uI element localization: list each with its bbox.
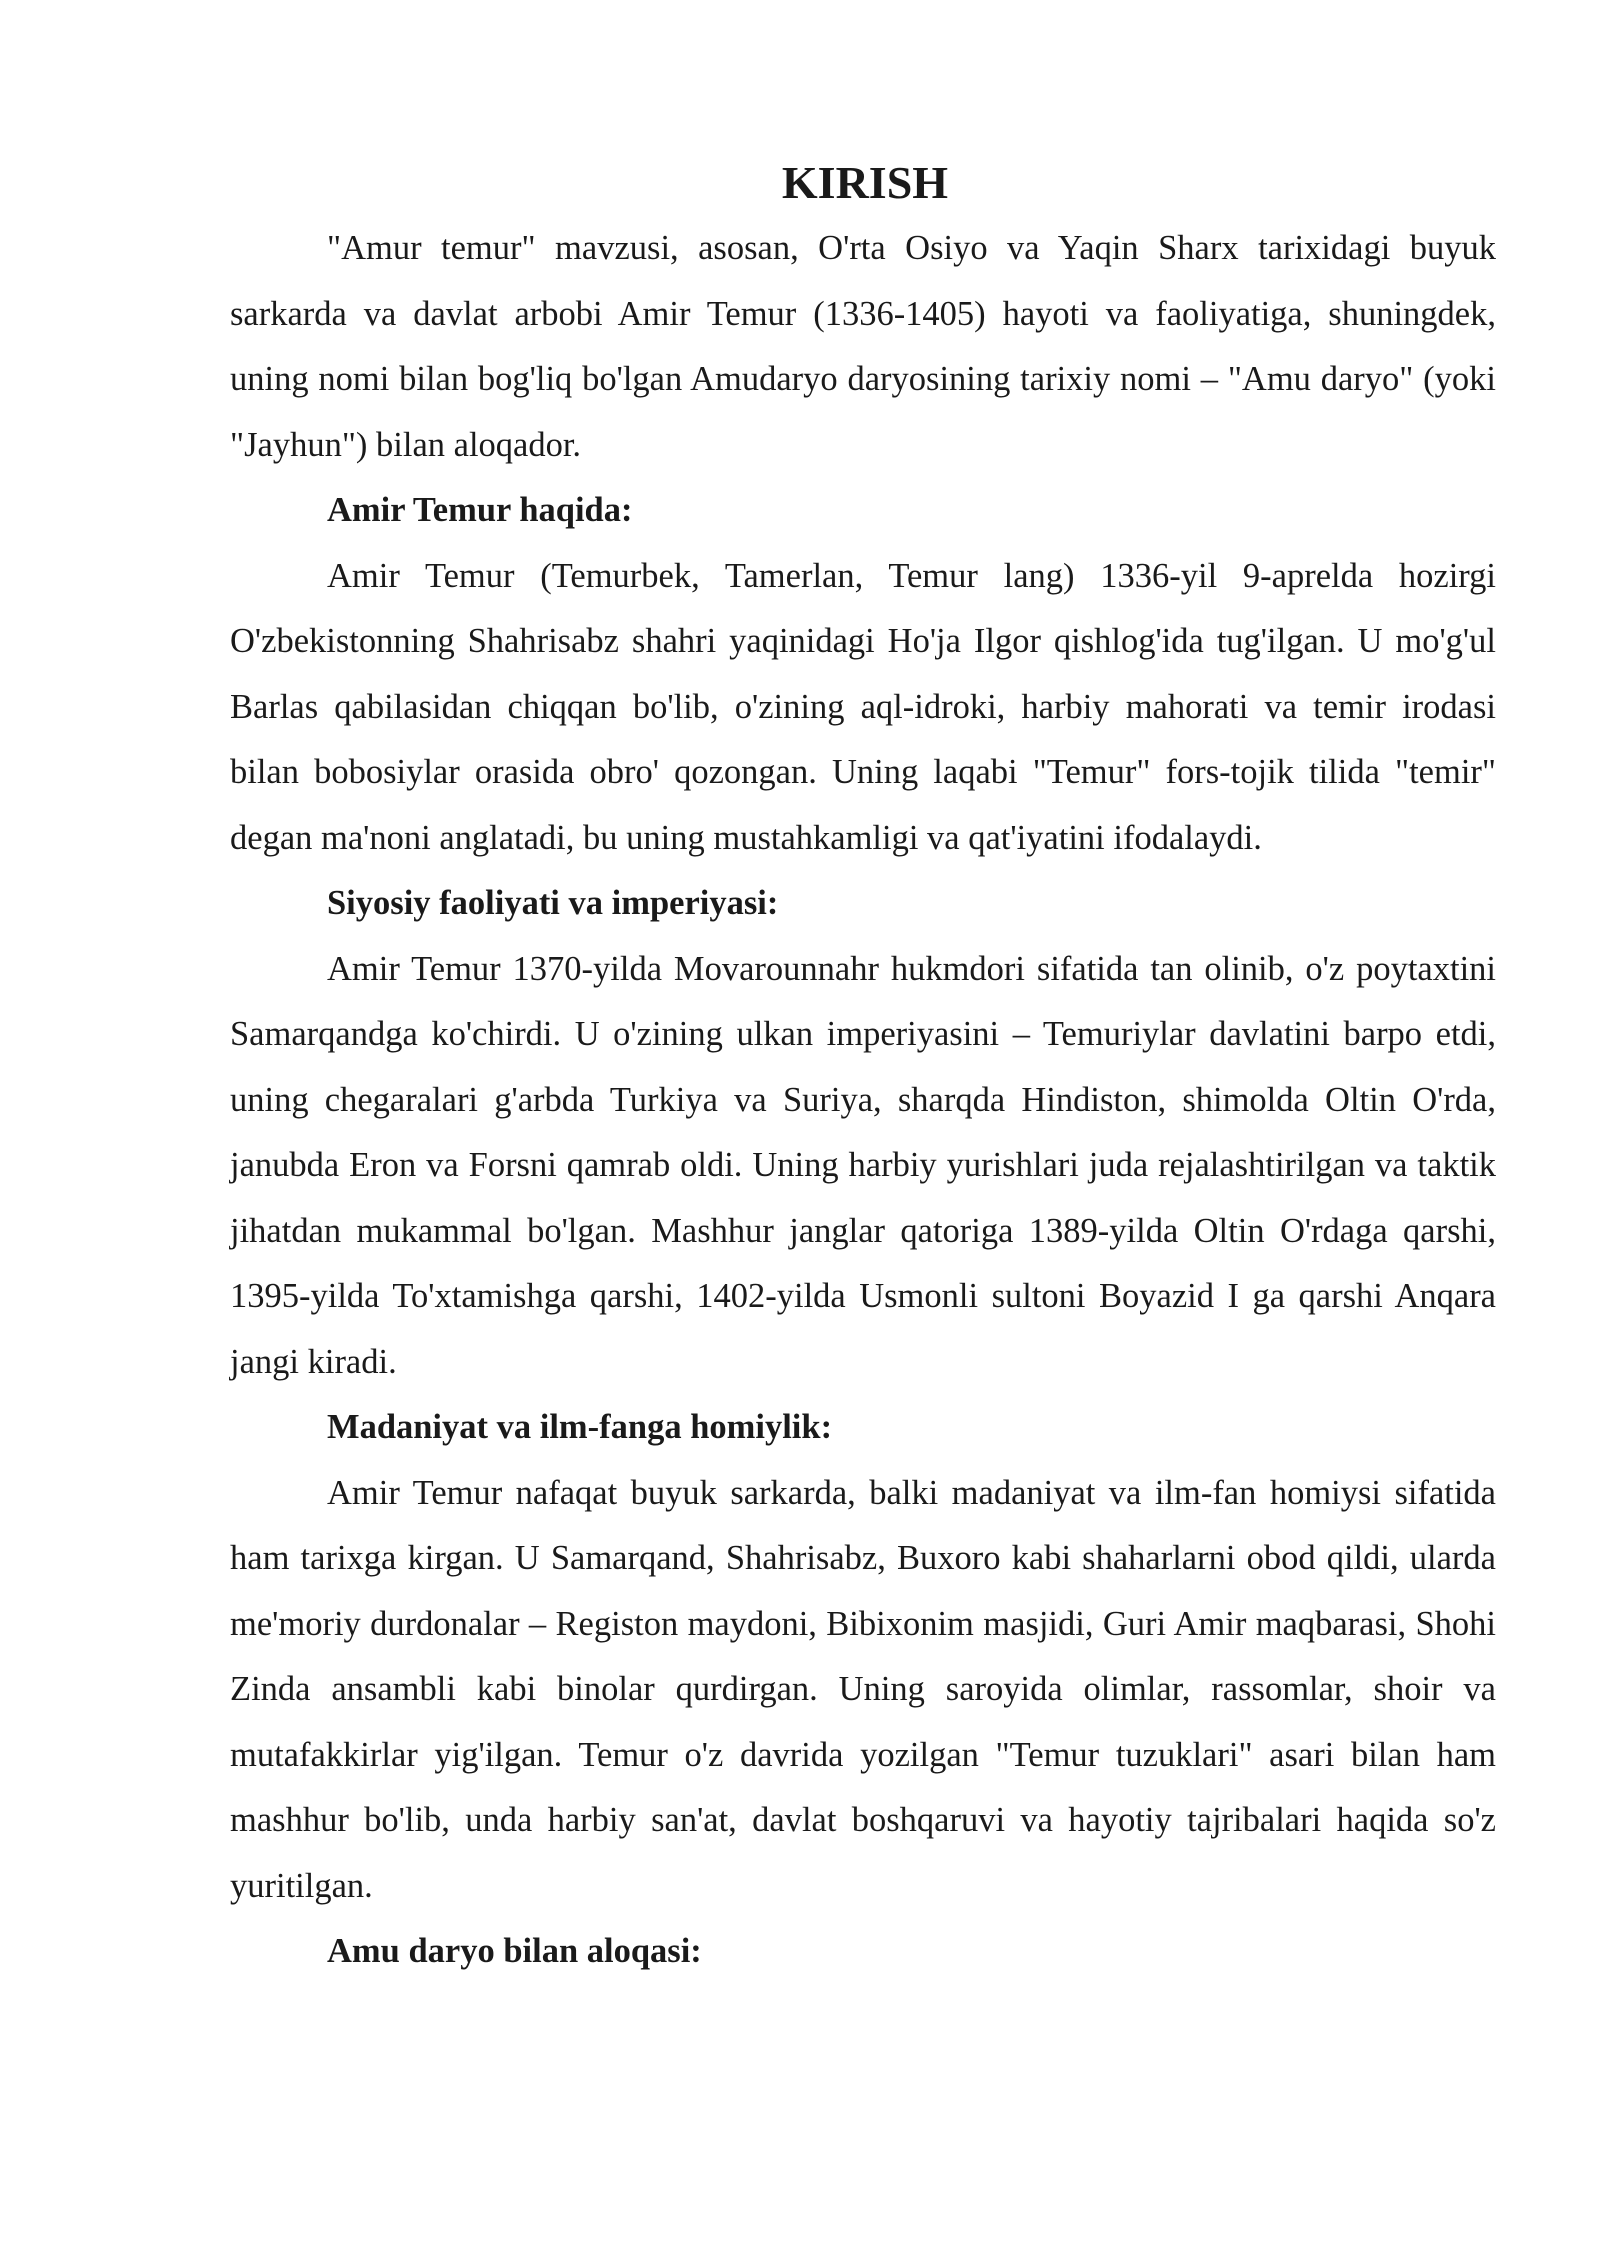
section-heading-river: Amu daryo bilan aloqasi: xyxy=(327,1932,702,1970)
intro-paragraph: "Amur temur" mavzusi, asosan, O'rta Osiyo va Yaqin Sharx tarixidagi buyuk sarkarda va davlat arbobi Amir Temur (1336-1405) hayoti va faoliyatiga, shuningdek, uning nomi bilan bog'liq bo'lgan Amudaryo daryosining tarixiy nomi – "Amu daryo" (yoki "Jayhun") bilan aloqador. xyxy=(230,229,1496,464)
about-paragraph: Amir Temur (Temurbek, Tamerlan, Temur lang) 1336-yil 9-aprelda hozirgi O'zbekistonning Shahrisabz shahri yaqinidagi Ho'ja Ilgor qishlog'ida tug'ilgan. U mo'g'ul Barlas qabilasidan chiqqan bo'lib, o'zining aql-idroki, harbiy mahorati va temir irodasi bilan bobosiylar orasida obro' qozongan. Uning laqabi "Temur" fors-tojik tilida "temir" degan ma'noni anglatadi, bu uning mustahkamligi va qat'iyatini ifodalaydi. xyxy=(230,556,1496,857)
document-page xyxy=(230,150,1496,1985)
section-heading-politics: Siyosiy faoliyati va imperiyasi: xyxy=(327,884,779,922)
page-title: KIRISH xyxy=(781,157,949,208)
culture-paragraph: Amir Temur nafaqat buyuk sarkarda, balki madaniyat va ilm-fan homiysi sifatida ham tarixga kirgan. U Samarqand, Shahrisabz, Buxoro kabi shaharlarni obod qildi, ularda me'moriy durdonalar – Registon maydoni, Bibixonim masjidi, Guri Amir maqbarasi, Shohi Zinda ansambli kabi binolar qurdirgan. Uning saroyida olimlar, rassomlar, shoir va mutafakkirlar yig'ilgan. Temur o'z davrida yozilgan "Temur tuzuklari" asari bilan ham mashhur bo'lib, unda harbiy san'at, davlat boshqaruvi va hayotiy tajribalari haqida so'z yuritilgan. xyxy=(230,1473,1496,1905)
section-heading-culture: Madaniyat va ilm-fanga homiylik: xyxy=(327,1408,833,1446)
section-heading-about: Amir Temur haqida: xyxy=(327,491,633,529)
politics-paragraph: Amir Temur 1370-yilda Movarounnahr hukmdori sifatida tan olinib, o'z poytaxtini Samarqandga ko'chirdi. U o'zining ulkan imperiyasini – Temuriylar davlatini barpo etdi, uning chegaralari g'arbda Turkiya va Suriya, sharqda Hindiston, shimolda Oltin O'rda, janubda Eron va Forsni qamrab oldi. Uning harbiy yurishlari juda rejalashtirilgan va taktik jihatdan mukammal bo'lgan. Mashhur janglar qatoriga 1389-yilda Oltin O'rdaga qarshi, 1395-yilda To'xtamishga qarshi, 1402-yilda Usmonli sultoni Boyazid I ga qarshi Anqara jangi kiradi. xyxy=(230,949,1496,1381)
